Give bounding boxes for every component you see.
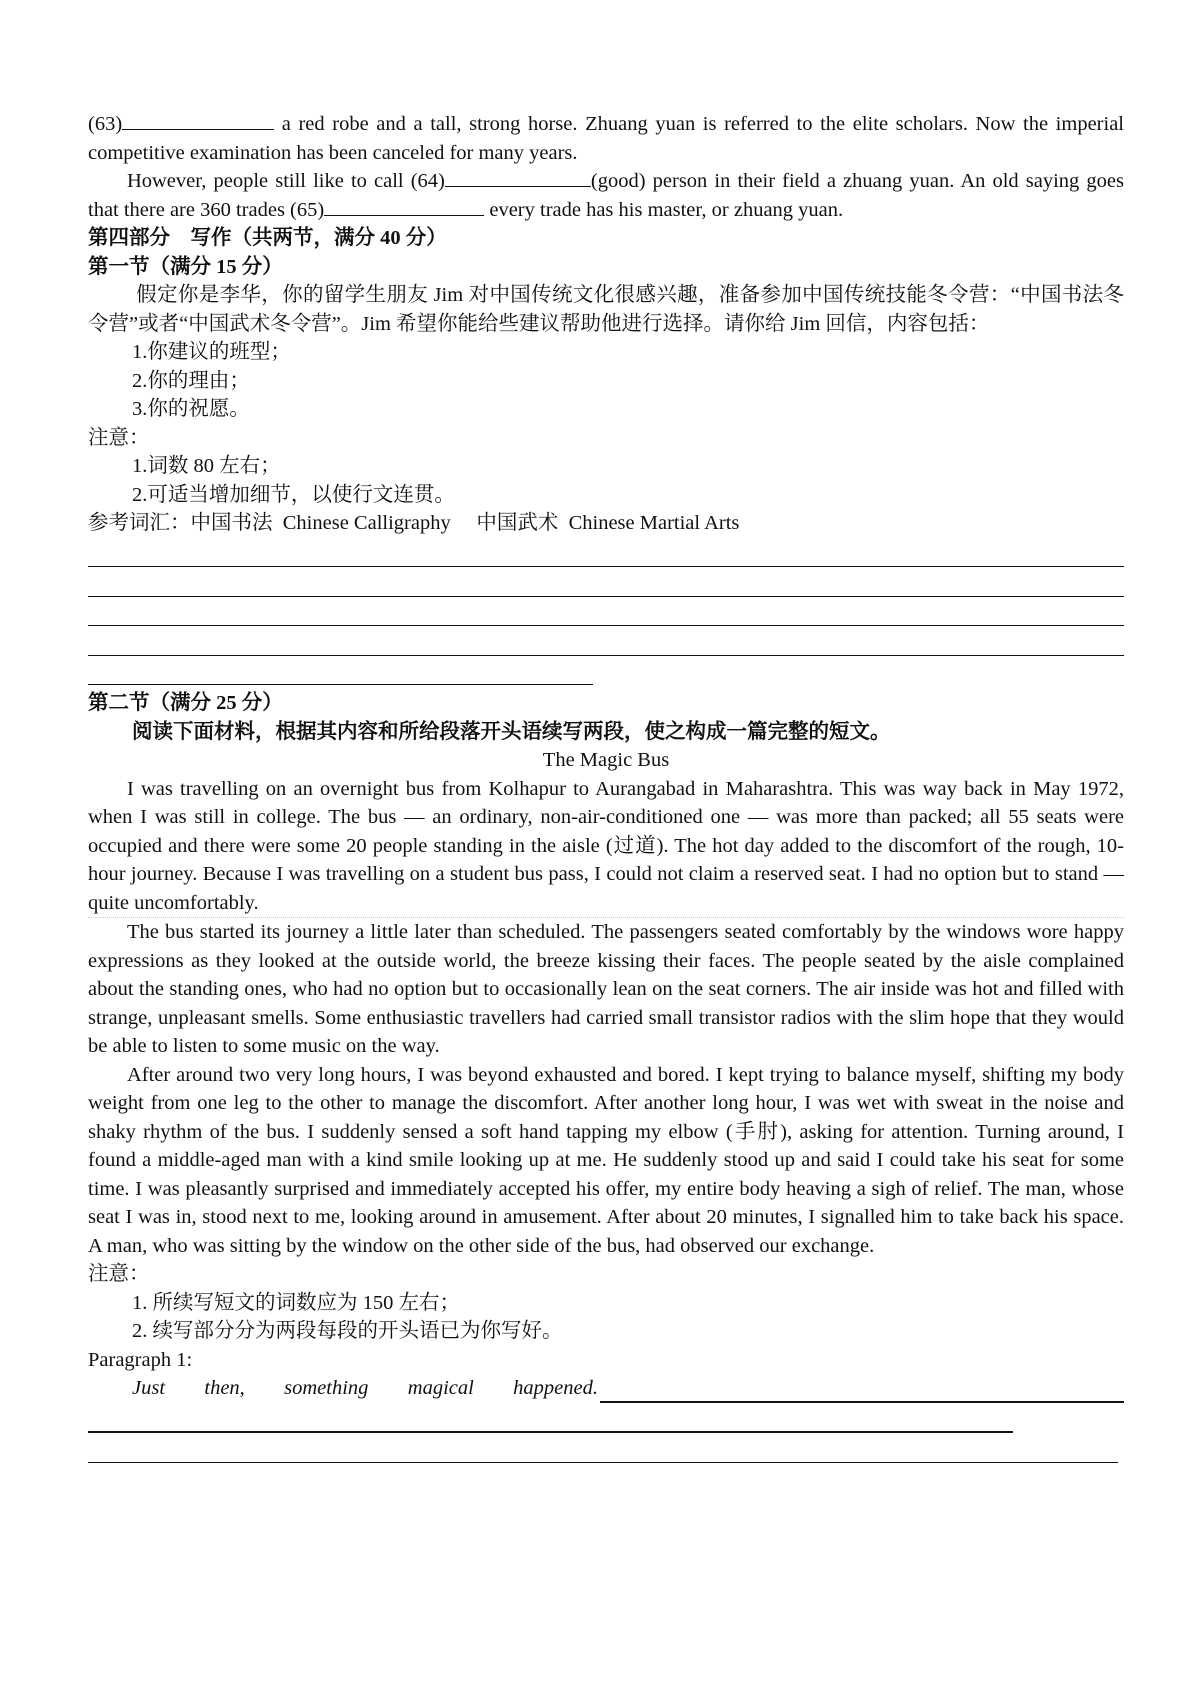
note-item-2: 2. 续写部分分为两段每段的开头语已为你写好。 [132, 1320, 563, 1342]
writing-prompt: 假定你是李华，你的留学生朋友 Jim 对中国传统文化很感兴趣，准备参加中国传统技能冬令营：“中国书法冬令营”或者“中国武术冬令营”。Jim 希望你能给些建议帮助他进行选择。请你给 Jim 回信，内容包括： [88, 284, 1124, 335]
note-label: 注意： [88, 1263, 150, 1285]
reference-vocab: 参考词汇：中国书法 Chinese Calligraphy 中国武术 Chinese Martial Arts [88, 512, 740, 534]
section1-title: 第一节（满分 15 分） [88, 255, 283, 278]
prompt-item-2: 2.你的理由； [132, 369, 250, 392]
q64-text-after: (good) person in their field a zhuang yuan. An old saying goes that there are 360 trades (65) [88, 170, 1124, 221]
paragraph1-start-line[interactable] [88, 1374, 1124, 1403]
answer-blank-63[interactable] [122, 111, 274, 130]
writing-line[interactable] [600, 1379, 1124, 1403]
q63-number: (63) [88, 113, 123, 135]
note-item-1: 1.词数 80 左右； [132, 455, 281, 477]
answer-blank-64[interactable] [445, 168, 591, 187]
writing-line[interactable] [88, 1433, 1118, 1463]
note-item-1: 1. 所续写短文的词数应为 150 左右； [132, 1291, 460, 1314]
answer-blank-65[interactable] [324, 197, 484, 216]
note-item-2: 2.可适当增加细节，以使行文连贯。 [132, 483, 455, 506]
q64-paragraph [88, 167, 1124, 224]
story-paragraph: I was travelling on an overnight bus from Kolhapur to Aurangabad in Maharashtra. This was way back in May 1972, when I was still in college. The bus — an ordinary, non-air-conditioned one — was more than packed; all 55 seats were occupied and there were some 20 people standing in the aisle (过道). The hot day added to the discomfort of the rough, 10-hour journey. Because I was travelling on a student bus pass, I could not claim a reserved seat. I had no option but to stand — quite uncomfortably. [88, 775, 1124, 919]
writing-line[interactable] [88, 538, 1124, 568]
story-title: The Magic Bus [542, 749, 670, 771]
section2-instruction: 阅读下面材料，根据其内容和所给段落开头语续写两段，使之构成一篇完整的短文。 [132, 720, 891, 743]
writing-line[interactable] [88, 626, 1124, 656]
story-paragraph: After around two very long hours, I was beyond exhausted and bored. I kept trying to balance myself, shifting my body weight from one leg to the other to manage the discomfort. After another long hour, I was wet with sweat in the noise and shaky rhythm of the bus. I suddenly sensed a soft hand tapping my elbow (手肘), asking for attention. Turning around, I found a middle-aged man with a kind smile looking up at me. He suddenly stood up and said I could take his seat for some time. I was pleasantly surprised and immediately accepted his offer, my entire body heaving a sigh of relief. The man, whose seat I was in, stood next to me, looking around in amusement. After about 20 minutes, I signalled him to take back his space. A man, who was sitting by the window on the other side of the bus, had observed our exchange. [88, 1063, 1124, 1257]
part4-title: 第四部分 写作（共两节，满分 40 分） [88, 227, 447, 249]
prompt-item-3: 3.你的祝愿。 [132, 398, 250, 420]
writing-line[interactable] [88, 567, 1124, 597]
section2-title: 第二节（满分 25 分） [88, 692, 283, 714]
writing-line[interactable] [88, 656, 593, 686]
q65-text-end: every trade has his master, or zhuang yuan. [484, 198, 844, 221]
q63-text: a red robe and a tall, strong horse. Zhuang yuan is referred to the elite scholars. Now the imperial competitive examination has been canceled for many years. [88, 113, 1124, 164]
paragraph1-label: Paragraph 1: [88, 1348, 193, 1371]
story-paragraph: The bus started its journey a little later than scheduled. The passengers seated comfortably by the windows wore happy expressions as they looked at the outside world, the breeze kissing their faces. The people seated by the aisle complained about the standing ones, who had no option but to occasionally lean on the seat corners. The air inside was hot and filled with strange, unpleasant smells. Some enthusiastic travellers had carried small transistor radios with the slim hope that they would be able to listen to some music on the way. [88, 921, 1124, 1057]
prompt-item-1: 1.你建议的班型； [132, 341, 291, 363]
paragraph1-start-words: Just then, something magical happened. [132, 1377, 598, 1399]
writing-line[interactable] [88, 1403, 1013, 1434]
q63-paragraph [88, 110, 1124, 167]
writing-line[interactable] [88, 597, 1124, 627]
exam-page [88, 110, 1124, 1463]
note-label: 注意： [88, 426, 150, 449]
q64-text-before: However, people still like to call (64) [126, 170, 445, 192]
